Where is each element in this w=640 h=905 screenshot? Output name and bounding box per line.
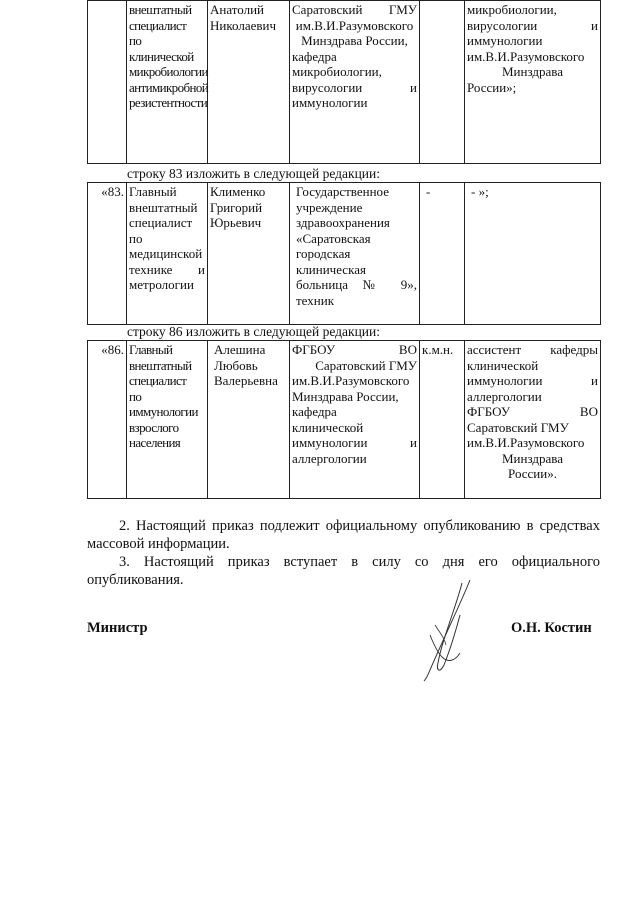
line: Главный xyxy=(129,342,173,357)
line: учреждение xyxy=(296,199,363,215)
line: ФГБОУ ВО xyxy=(467,404,598,419)
line: технике и xyxy=(129,261,205,277)
line: микробиологии, xyxy=(292,64,382,79)
line: «Саратовская xyxy=(296,230,371,246)
line: антимикробной xyxy=(129,79,209,95)
table-row xyxy=(88,183,601,325)
line: внештатный xyxy=(129,199,198,215)
paragraph-effective: 3. Настоящий приказ вступает в силу со дня его официального опубликования. xyxy=(87,554,600,588)
table-continuation xyxy=(87,0,601,164)
line: вирусологии и xyxy=(467,17,598,33)
table-row xyxy=(88,341,601,499)
cell-degree: - xyxy=(420,183,465,325)
line: ФГБОУ ВО xyxy=(292,342,417,357)
cell-workplace xyxy=(290,341,420,499)
line: кафедра xyxy=(292,48,337,64)
cell-name xyxy=(208,341,290,499)
line: медицинской xyxy=(129,246,203,261)
line: больница № 9», xyxy=(296,277,417,292)
line: городская xyxy=(296,246,351,261)
line: Алешина xyxy=(214,342,266,357)
line: Анатолий xyxy=(210,2,265,17)
line: техник xyxy=(296,292,335,308)
line: им.В.И.Разумовского xyxy=(467,435,585,450)
line: клинической xyxy=(467,357,539,373)
line: им.В.И.Разумовского xyxy=(292,373,410,388)
line: кафедра xyxy=(292,404,337,419)
line: внештатный xyxy=(129,357,192,373)
table-row-83 xyxy=(87,182,601,325)
line: клиническая xyxy=(296,261,366,277)
line: по xyxy=(129,388,142,404)
line: здравоохранения xyxy=(296,215,390,230)
cell-post xyxy=(465,1,601,164)
line: клинической xyxy=(292,419,364,435)
line: России»; xyxy=(467,79,517,95)
cell-name xyxy=(208,1,290,164)
line: Клименко xyxy=(210,184,266,199)
line: населения xyxy=(129,435,181,450)
line: вирусологии и xyxy=(292,79,417,95)
line: им.В.И.Разумовского xyxy=(295,17,414,33)
line: им.В.И.Разумовского xyxy=(467,48,585,64)
line: Саратовский ГМУ xyxy=(292,2,417,17)
paragraph-publication: 2. Настоящий приказ подлежит официальному опубликованию в средствах массовой информации. xyxy=(87,518,600,552)
line: микробиологии, xyxy=(467,2,557,17)
line: Николаевич xyxy=(210,17,276,33)
line: микробиологии xyxy=(129,64,208,79)
line: по xyxy=(129,230,143,246)
line: аллергологии xyxy=(467,388,542,404)
line: по xyxy=(129,33,142,48)
line: Минздрава России, xyxy=(301,33,408,48)
line: Минздрава России, xyxy=(292,388,399,404)
line: Государственное xyxy=(296,184,389,199)
cell-position xyxy=(127,1,208,164)
line: ассистент кафедры xyxy=(467,342,598,357)
cell-position xyxy=(127,183,208,325)
line: Саратовский ГМУ xyxy=(315,357,417,373)
cell-number: «83. xyxy=(88,183,127,325)
line: специалист xyxy=(129,373,187,388)
table-row xyxy=(88,1,601,164)
cell-workplace xyxy=(290,183,420,325)
line: Минздрава xyxy=(502,64,563,79)
line: резистентности xyxy=(129,95,208,110)
cell-post xyxy=(465,341,601,499)
line: иммунологии xyxy=(292,95,368,110)
line: специалист xyxy=(129,17,187,33)
table-row-86 xyxy=(87,340,601,499)
signatory-name: О.Н. Костин xyxy=(511,620,592,636)
cell-name xyxy=(208,183,290,325)
line: иммунологии и xyxy=(292,435,417,450)
edit-note-83: строку 83 изложить в следующей редакции: xyxy=(127,166,381,181)
line: метрологии xyxy=(129,277,194,292)
cell-workplace xyxy=(290,1,420,164)
handwritten-signature xyxy=(400,575,510,685)
line: внештатный xyxy=(129,2,192,17)
line: России». xyxy=(508,466,557,481)
line: Минздрава xyxy=(502,450,563,466)
line: Главный xyxy=(129,184,177,199)
line: Любовь xyxy=(214,357,258,373)
line: аллергологии xyxy=(292,450,367,466)
edit-note-86: строку 86 изложить в следующей редакции: xyxy=(127,324,381,339)
cell-degree: к.м.н. xyxy=(420,341,465,499)
cell-number xyxy=(88,1,127,164)
line: Григорий xyxy=(210,199,263,215)
cell-degree xyxy=(420,1,465,164)
line: иммунологии и xyxy=(467,373,598,388)
cell-number: «86. xyxy=(88,341,127,499)
line: Саратовский ГМУ xyxy=(467,419,569,435)
line: Валерьевна xyxy=(214,373,278,388)
line: взрослого xyxy=(129,419,179,435)
line: клинической xyxy=(129,48,194,64)
cell-position xyxy=(127,341,208,499)
line: иммунологии xyxy=(129,404,198,419)
line: Юрьевич xyxy=(210,215,262,230)
line: иммунологии xyxy=(467,33,543,48)
signatory-title: Министр xyxy=(87,620,148,636)
line: специалист xyxy=(129,215,193,230)
cell-post: - »; xyxy=(465,183,601,325)
